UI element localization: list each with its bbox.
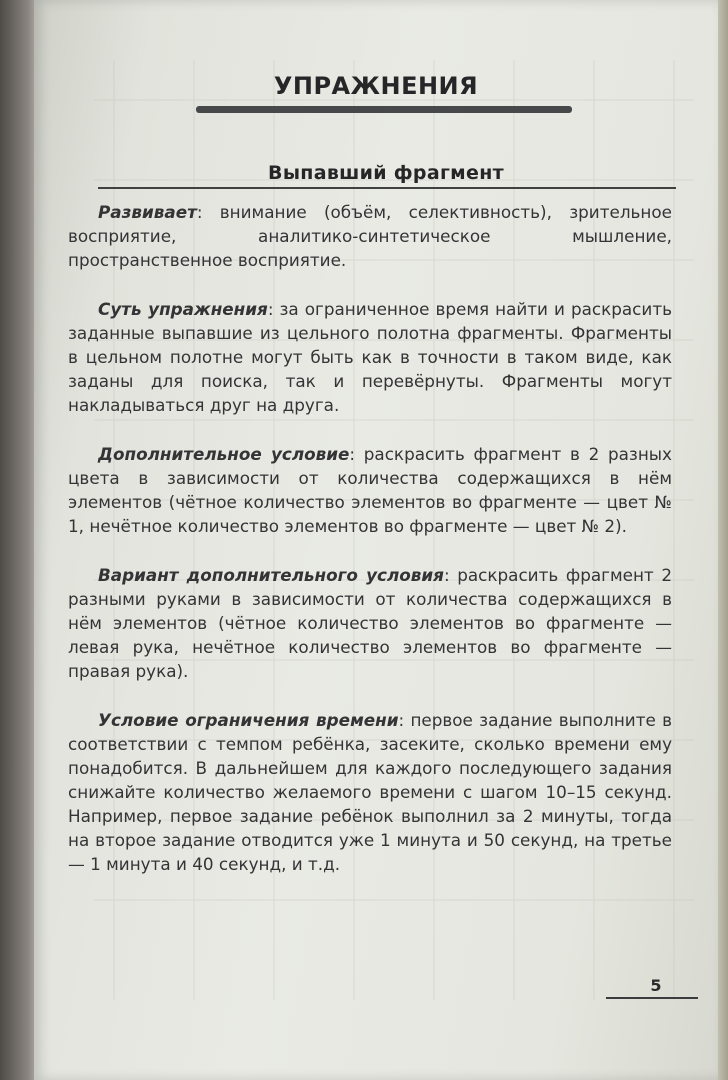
paragraph-text: : раскрасить фрагмент в 2 разных цвета в зависимости от количества содержащихся в нём элементов (чётное количество элементов во фрагменте — цвет № 1, нечётное количество элементов во фрагменте — цвет № 2). xyxy=(68,444,672,536)
paragraph-text: : за ограниченное время найти и раскрасить заданные выпавшие из цельного полотна фрагменты. Фрагменты в цельном полотне могут быть как в точности в таком виде, как заданы для поиска, так и перевёрнуты. Фрагменты могут накладываться друг на друга. xyxy=(68,299,672,415)
exercise-title: Выпавший фрагмент xyxy=(268,162,504,184)
heading-underline xyxy=(196,106,572,113)
section-heading: УПРАЖНЕНИЯ xyxy=(273,72,479,100)
page-number: 5 xyxy=(650,976,662,995)
paragraph-text: : раскрасить фрагмент 2 разными руками в зависимости от количества содержащихся в нём элементов (чётное количество элементов во фрагменте — левая рука, нечётное количество элементов во фрагменте — правая рука). xyxy=(68,565,672,681)
title-underline xyxy=(98,187,676,189)
term-label: Развивает xyxy=(98,202,197,222)
paragraph-develops xyxy=(68,200,672,272)
exercise-description xyxy=(68,200,672,901)
term-label: Дополнительное условие xyxy=(98,444,350,464)
paragraph-text: : первое задание выполните в соответствии с темпом ребёнка, засеките, сколько времени ему понадобится. В дальнейшем для каждого последующего задания снижайте количество желаемого времени с шагом 10–15 секунд. Например, первое задание ребёнок выполнил за 2 минуты, тогда на второе задание отводится уже 1 минута и 50 секунд, на третье — 1 минута и 40 секунд, и т.д. xyxy=(68,710,672,874)
paragraph-condition-variant xyxy=(68,563,672,683)
term-label: Условие ограничения времени xyxy=(98,710,399,730)
paragraph-essence xyxy=(68,297,672,417)
term-label: Вариант дополнительного условия xyxy=(98,565,444,585)
page-content xyxy=(34,0,718,1080)
page-number-underline xyxy=(606,997,698,999)
paragraph-time-limit xyxy=(68,708,672,876)
term-label: Суть упражнения xyxy=(98,299,268,319)
paragraph-text: : внимание (объём, селективность), зрительное восприятие, аналитико-синтетическое мышление, пространственное восприятие. xyxy=(68,202,672,270)
paragraph-additional-condition xyxy=(68,442,672,538)
